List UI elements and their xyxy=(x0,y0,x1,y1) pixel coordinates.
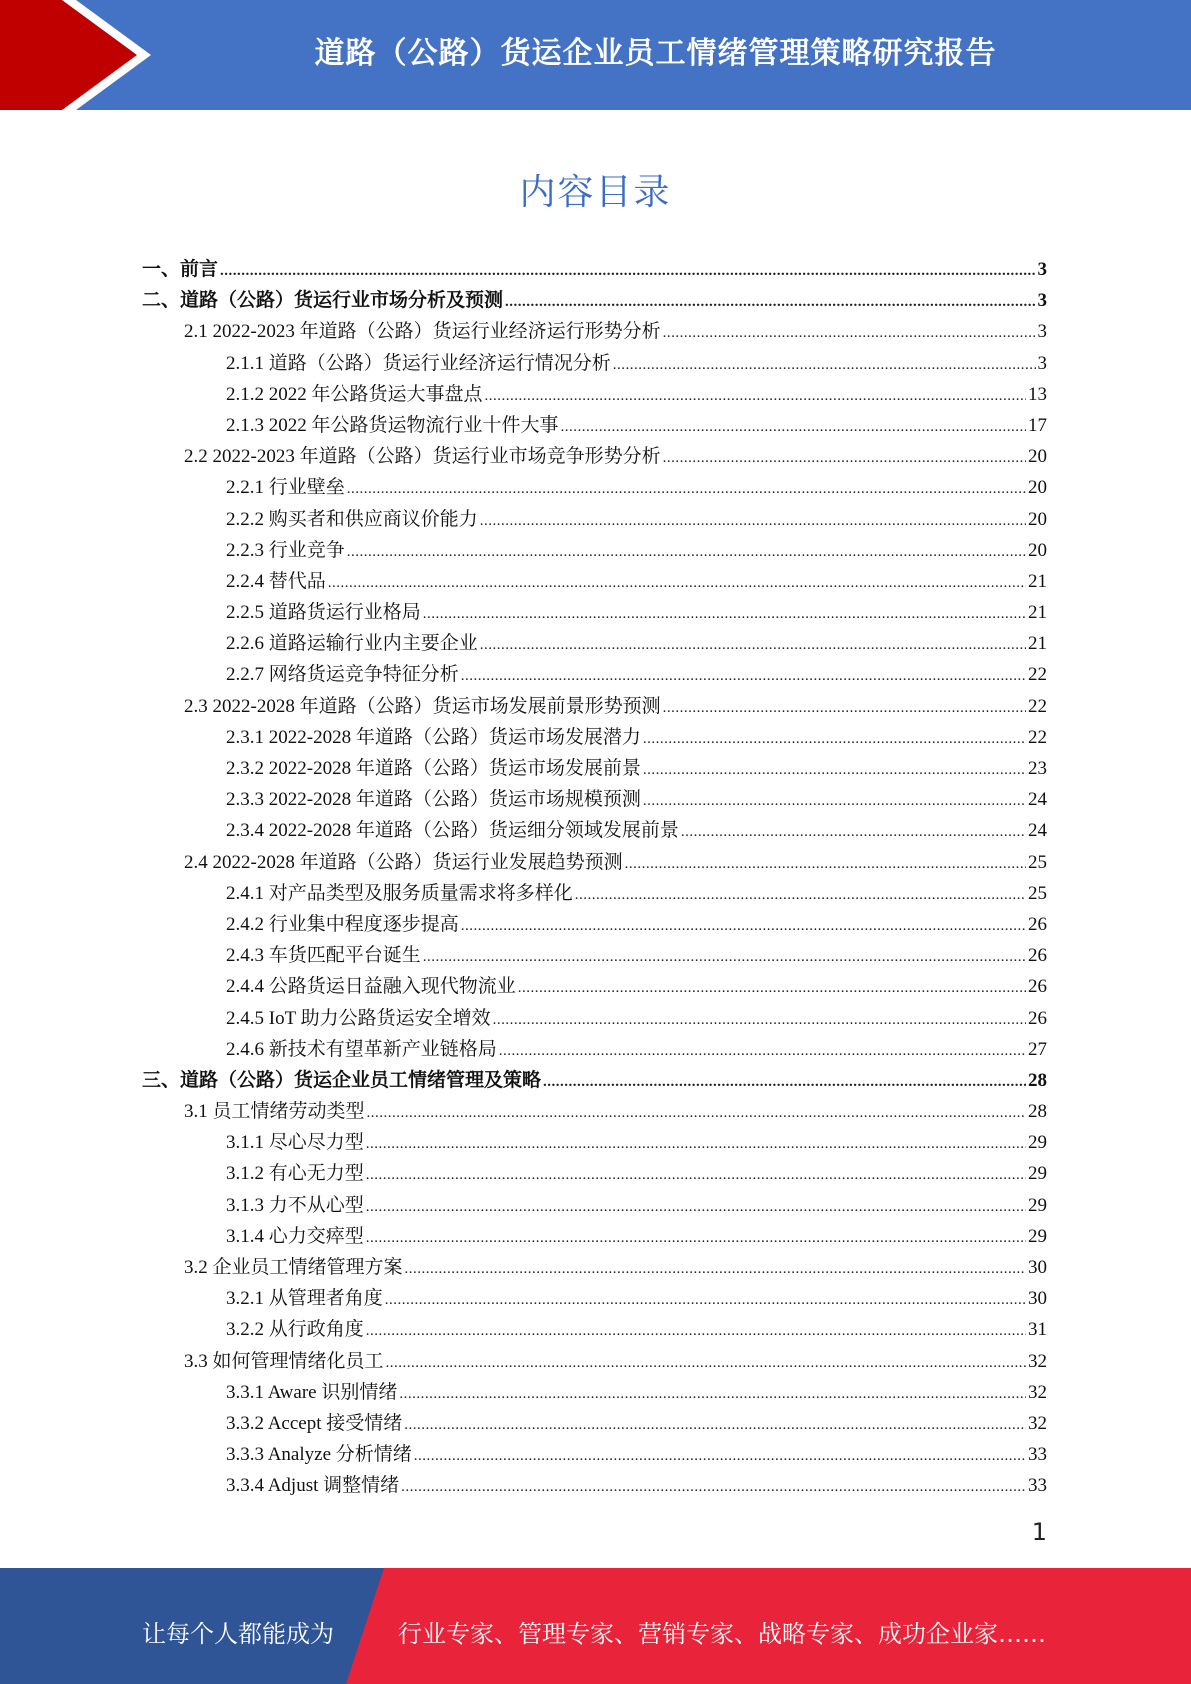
toc-entry-page: 20 xyxy=(1028,508,1047,530)
toc-dot-leader xyxy=(366,1167,1026,1184)
toc-entry[interactable] xyxy=(142,379,1047,410)
toc-entry[interactable] xyxy=(142,1283,1047,1314)
toc-entry[interactable] xyxy=(142,1314,1047,1345)
toc-entry[interactable] xyxy=(142,1221,1047,1252)
toc-dot-leader xyxy=(347,544,1026,561)
page-number: 1 xyxy=(1031,1518,1047,1546)
toc-entry-title: 2.1 2022-2023 年道路（公路）货运行业经济运行形势分析 xyxy=(184,321,661,343)
toc-entry-title: 2.3.1 2022-2028 年道路（公路）货运市场发展潜力 xyxy=(226,726,641,748)
toc-entry-page: 29 xyxy=(1028,1194,1047,1216)
toc-dot-leader xyxy=(405,1261,1026,1278)
toc-dot-leader xyxy=(386,1355,1026,1372)
toc-dot-leader xyxy=(643,793,1026,810)
toc-entry[interactable] xyxy=(142,1127,1047,1158)
toc-entry-page: 23 xyxy=(1028,758,1047,779)
toc-entry[interactable] xyxy=(142,1096,1047,1127)
toc-dot-leader xyxy=(480,513,1026,530)
toc-entry-title: 3.3.1 Aware 识别情绪 xyxy=(226,1381,398,1403)
toc-entry[interactable] xyxy=(142,1408,1047,1439)
toc-dot-leader xyxy=(643,731,1026,748)
toc-dot-leader xyxy=(461,668,1026,685)
toc-dot-leader xyxy=(404,1417,1026,1434)
toc-entry-title: 2.4.6 新技术有望革新产业链格局 xyxy=(226,1038,497,1060)
toc-entry-page: 3 xyxy=(1037,259,1047,280)
toc-entry[interactable] xyxy=(142,1158,1047,1189)
toc-entry-page: 20 xyxy=(1028,539,1047,561)
toc-entry-title: 3.2.1 从管理者角度 xyxy=(226,1288,383,1310)
toc-entry[interactable] xyxy=(142,753,1047,784)
toc-entry-title: 2.4 2022-2028 年道路（公路）货运行业发展趋势预测 xyxy=(184,851,623,873)
toc-dot-leader xyxy=(561,419,1026,436)
toc-entry-title: 3.3 如何管理情绪化员工 xyxy=(184,1350,384,1372)
toc-entry-page: 22 xyxy=(1028,726,1047,748)
toc-entry-title: 2.1.3 2022 年公路货运物流行业十件大事 xyxy=(226,414,559,436)
report-footer xyxy=(0,1568,1191,1684)
report-title: 道路（公路）货运企业员工情绪管理策略研究报告 xyxy=(314,36,997,71)
toc-dot-leader xyxy=(328,575,1026,592)
toc-entry[interactable] xyxy=(142,535,1047,566)
toc-entry-page: 21 xyxy=(1028,570,1047,592)
toc-entry[interactable] xyxy=(142,847,1047,878)
toc-entry-title: 2.2.1 行业壁垒 xyxy=(226,477,345,499)
toc-dot-leader xyxy=(366,1199,1026,1216)
toc-entry-title: 3.1.2 有心无力型 xyxy=(226,1163,364,1185)
toc-dot-leader xyxy=(366,1136,1026,1153)
toc-entry-page: 3 xyxy=(1037,352,1047,374)
toc-entry-page: 25 xyxy=(1028,851,1047,873)
toc-entry-title: 3.3.3 Analyze 分析情绪 xyxy=(226,1444,412,1466)
toc-entry[interactable] xyxy=(142,348,1047,379)
toc-dot-leader xyxy=(399,1386,1026,1403)
toc-entry-title: 2.3 2022-2028 年道路（公路）货运市场发展前景形势预测 xyxy=(184,695,661,717)
toc-entry-page: 26 xyxy=(1028,976,1047,998)
toc-entry[interactable] xyxy=(142,1003,1047,1034)
toc-entry-title: 3.1.3 力不从心型 xyxy=(226,1194,364,1216)
toc-dot-leader xyxy=(220,263,1035,280)
toc-entry-page: 3 xyxy=(1037,321,1047,343)
toc-dot-leader xyxy=(625,856,1026,873)
report-header xyxy=(0,0,1191,110)
toc-dot-leader xyxy=(385,1292,1026,1309)
toc-entry-title: 3.3.2 Accept 接受情绪 xyxy=(226,1412,403,1434)
toc-dot-leader xyxy=(367,1105,1026,1122)
toc-entry-title: 2.2 2022-2023 年道路（公路）货运行业市场竞争形势分析 xyxy=(184,446,661,468)
toc-entry[interactable] xyxy=(142,909,1047,940)
red-arrow-decoration xyxy=(0,0,160,110)
toc-entry[interactable] xyxy=(142,441,1047,472)
toc-entry[interactable] xyxy=(142,285,1047,316)
toc-entry[interactable] xyxy=(142,254,1047,285)
toc-entry-page: 30 xyxy=(1028,1288,1047,1310)
toc-entry[interactable] xyxy=(142,878,1047,909)
toc-entry-page: 21 xyxy=(1028,633,1047,655)
toc-entry-page: 26 xyxy=(1028,945,1047,967)
toc-entry-title: 2.2.7 网络货运竞争特征分析 xyxy=(226,664,459,686)
toc-entry-title: 2.4.4 公路货运日益融入现代物流业 xyxy=(226,976,516,998)
toc-entry-title: 2.2.3 行业竞争 xyxy=(226,539,345,561)
toc-entry-page: 32 xyxy=(1028,1412,1047,1434)
toc-entry[interactable] xyxy=(142,410,1047,441)
toc-entry[interactable] xyxy=(142,971,1047,1002)
toc-entry[interactable] xyxy=(142,566,1047,597)
toc-entry-title: 2.1.2 2022 年公路货运大事盘点 xyxy=(226,383,483,405)
toc-entry-page: 20 xyxy=(1028,446,1047,468)
toc-entry-page: 29 xyxy=(1028,1225,1047,1247)
toc-entry-page: 20 xyxy=(1028,477,1047,499)
toc-entry[interactable] xyxy=(142,1034,1047,1065)
toc-entry[interactable] xyxy=(142,597,1047,628)
toc-entry-page: 26 xyxy=(1028,1007,1047,1029)
toc-entry-page: 17 xyxy=(1028,414,1047,436)
toc-entry-page: 33 xyxy=(1028,1475,1047,1497)
toc-entry-title: 3.1.4 心力交瘁型 xyxy=(226,1225,364,1247)
toc-dot-leader xyxy=(461,918,1026,935)
toc-entry-title: 二、道路（公路）货运行业市场分析及预测 xyxy=(142,290,504,312)
toc-dot-leader xyxy=(480,637,1026,654)
toc-dot-leader xyxy=(505,294,1035,311)
toc-entry-title: 三、道路（公路）货运企业员工情绪管理及策略 xyxy=(142,1069,542,1091)
toc-entry-page: 29 xyxy=(1028,1163,1047,1185)
toc-entry-title: 3.3.4 Adjust 调整情绪 xyxy=(226,1475,400,1497)
toc-dot-leader xyxy=(401,1479,1026,1496)
toc-entry-page: 29 xyxy=(1028,1132,1047,1154)
toc-entry[interactable] xyxy=(142,722,1047,753)
toc-entry[interactable] xyxy=(142,1439,1047,1470)
toc-entry-page: 32 xyxy=(1028,1381,1047,1403)
toc-dot-leader xyxy=(366,1323,1026,1340)
toc-entry-title: 一、前言 xyxy=(142,259,219,280)
toc-dot-leader xyxy=(543,1074,1026,1091)
toc-entry[interactable] xyxy=(142,1346,1047,1377)
toc-entry-page: 21 xyxy=(1028,602,1047,624)
toc-dot-leader xyxy=(423,606,1026,623)
toc-dot-leader xyxy=(663,325,1036,342)
toc-dot-leader xyxy=(663,700,1026,717)
toc-entry-title: 2.3.2 2022-2028 年道路（公路）货运市场发展前景 xyxy=(226,758,641,779)
toc-dot-leader xyxy=(575,887,1026,904)
toc-entry-page: 24 xyxy=(1028,789,1047,811)
toc-entry[interactable] xyxy=(142,1252,1047,1283)
toc-dot-leader xyxy=(518,980,1026,997)
toc-entry[interactable] xyxy=(142,659,1047,690)
toc-entry-title: 2.2.2 购买者和供应商议价能力 xyxy=(226,508,478,530)
toc-entry-page: 27 xyxy=(1028,1038,1047,1060)
toc-dot-leader xyxy=(681,824,1026,841)
toc-entry-title: 2.3.4 2022-2028 年道路（公路）货运细分领域发展前景 xyxy=(226,820,679,842)
toc-entry[interactable] xyxy=(142,1470,1047,1501)
toc-dot-leader xyxy=(663,450,1026,467)
footer-tagline: 行业专家、管理专家、营销专家、战略专家、成功企业家…… xyxy=(398,1620,1046,1648)
toc-entry-title: 2.2.6 道路运输行业内主要企业 xyxy=(226,633,478,655)
toc-dot-leader xyxy=(347,481,1026,498)
toc-entry[interactable] xyxy=(142,504,1047,535)
toc-entry[interactable] xyxy=(142,815,1047,846)
toc-entry-title: 3.1.1 尽心尽力型 xyxy=(226,1132,364,1154)
toc-entry-page: 30 xyxy=(1028,1257,1047,1278)
footer-slogan: 让每个人都能成为 xyxy=(142,1620,334,1648)
toc-entry-page: 24 xyxy=(1028,820,1047,842)
toc-entry-title: 3.1 员工情绪劳动类型 xyxy=(184,1101,365,1123)
toc-dot-leader xyxy=(643,762,1026,779)
toc-entry-title: 2.3.3 2022-2028 年道路（公路）货运市场规模预测 xyxy=(226,789,641,811)
toc-entry-title: 2.4.5 IoT 助力公路货运安全增效 xyxy=(226,1007,491,1029)
toc-entry-title: 2.1.1 道路（公路）货运行业经济运行情况分析 xyxy=(226,352,611,374)
toc-entry-page: 22 xyxy=(1028,664,1047,686)
toc-entry-title: 3.2.2 从行政角度 xyxy=(226,1319,364,1341)
toc-entry[interactable] xyxy=(142,1190,1047,1221)
toc-entry-page: 25 xyxy=(1028,882,1047,904)
toc-dot-leader xyxy=(414,1448,1026,1465)
toc-entry-page: 31 xyxy=(1028,1319,1047,1341)
table-of-contents xyxy=(142,254,1047,1502)
toc-entry-page: 28 xyxy=(1028,1069,1047,1091)
toc-entry[interactable] xyxy=(142,628,1047,659)
toc-entry[interactable] xyxy=(142,784,1047,815)
toc-entry-page: 32 xyxy=(1028,1350,1047,1372)
toc-entry[interactable] xyxy=(142,316,1047,347)
toc-dot-leader xyxy=(493,1012,1026,1029)
toc-entry[interactable] xyxy=(142,1377,1047,1408)
toc-entry[interactable] xyxy=(142,691,1047,722)
toc-dot-leader xyxy=(423,949,1026,966)
toc-heading: 内容目录 xyxy=(519,172,672,213)
toc-entry[interactable] xyxy=(142,1065,1047,1096)
toc-dot-leader xyxy=(485,388,1026,405)
toc-entry-page: 22 xyxy=(1028,695,1047,717)
toc-entry[interactable] xyxy=(142,940,1047,971)
toc-dot-leader xyxy=(613,357,1036,374)
toc-entry-title: 2.4.2 行业集中程度逐步提高 xyxy=(226,913,459,935)
toc-entry[interactable] xyxy=(142,472,1047,503)
toc-entry-title: 2.2.5 道路货运行业格局 xyxy=(226,602,421,624)
toc-dot-leader xyxy=(366,1230,1026,1247)
toc-entry-title: 2.4.3 车货匹配平台诞生 xyxy=(226,945,421,967)
toc-dot-leader xyxy=(499,1043,1026,1060)
toc-entry-page: 33 xyxy=(1028,1444,1047,1466)
toc-entry-title: 2.4.1 对产品类型及服务质量需求将多样化 xyxy=(226,882,573,904)
toc-entry-page: 26 xyxy=(1028,913,1047,935)
toc-entry-page: 3 xyxy=(1037,290,1047,312)
toc-entry-page: 28 xyxy=(1028,1101,1047,1123)
toc-entry-title: 2.2.4 替代品 xyxy=(226,570,326,592)
toc-entry-page: 13 xyxy=(1028,383,1047,405)
toc-entry-title: 3.2 企业员工情绪管理方案 xyxy=(184,1257,403,1278)
